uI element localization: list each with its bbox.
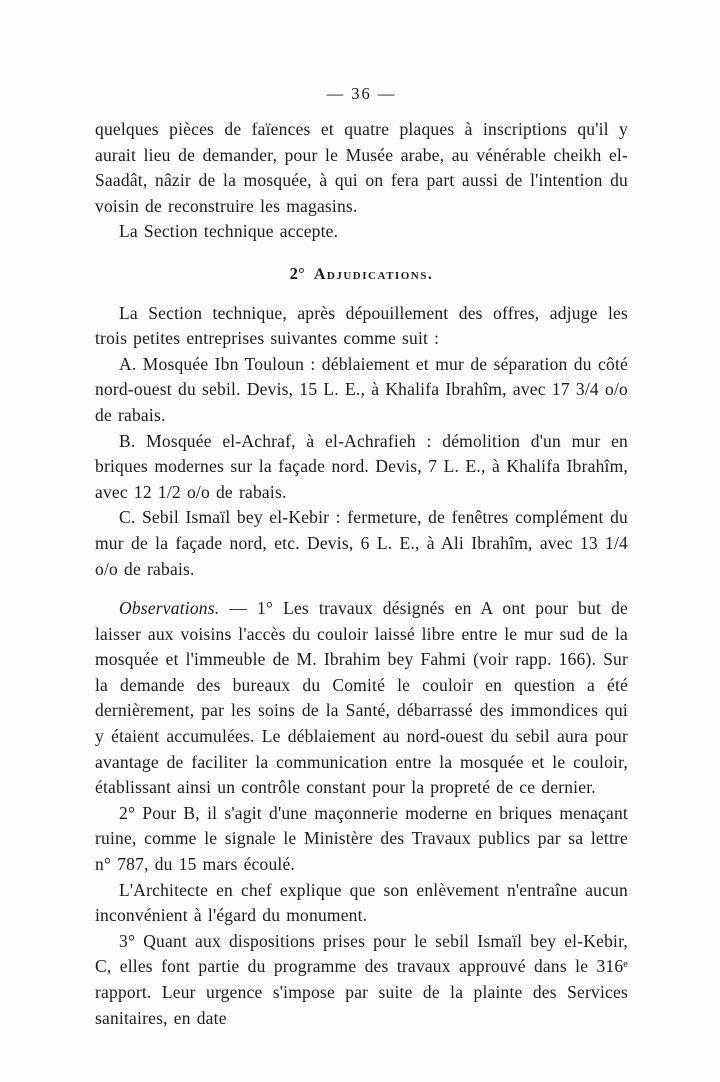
page-number: — 36 — bbox=[326, 84, 397, 103]
section-heading-title: Adjudications. bbox=[313, 265, 434, 283]
paragraph: 2° Pour B, il s'agit d'une maçonnerie moderne en briques menaçant ruine, comme le signale le Ministère des Travaux publics par sa lettre n° 787, du 15 mars écoulé. bbox=[95, 802, 628, 875]
paragraph: Observations. — 1° Les travaux désignés en A ont pour but de laisser aux voisins l'accès du couloir laissé libre entre le mur sud de la mosquée et l'immeuble de M. Ibrahim bey Fahmi (voir rapp. 166). Sur la demande des bureaux du Comité le couloir en question a été dernièrement, par les soins de la Santé, débarrassé des immondices qui y étaient accumulées. Le déblaiement au nord-ouest du sebil aura pour avantage de faciliter la communication entre la mosquée et le couloir, établissant ainsi un contrôle constant pour la propreté de ce dernier. bbox=[95, 598, 628, 798]
section-heading-numeral: 2° bbox=[289, 263, 305, 283]
paragraph: La Section technique, après dépouillement des offres, adjuge les trois petites entreprises suivantes comme suit : bbox=[95, 302, 628, 349]
paragraph: A. Mosquée Ibn Touloun : déblaiement et mur de séparation du côté nord-ouest du sebil. Devis, 15 L. E., à Khalifa Ibrahîm, avec 17 3/4 o/o de rabais. bbox=[95, 353, 628, 425]
paragraph: L'Architecte en chef explique que son enlèvement n'entraîne aucun inconvénient à l'égard du monument. bbox=[95, 879, 628, 926]
paragraph: La Section technique accepte. bbox=[119, 221, 339, 242]
paragraph: C. Sebil Ismaïl bey el-Kebir : fermeture, de fenêtres complément du mur de la façade nord, etc. Devis, 6 L. E., à Ali Ibrahîm, avec 13 1/4 o/o de rabais. bbox=[95, 507, 628, 579]
paragraph: quelques pièces de faïences et quatre plaques à inscriptions qu'il y aurait lieu de demander, pour le Musée arabe, au vénérable cheikh el-Saadât, nâzir de la mosquée, à qui on fera part aussi de l'intention du voisin de reconstruire les magasins. bbox=[95, 119, 628, 216]
section-heading bbox=[95, 261, 628, 288]
paragraph: 3° Quant aux dispositions prises pour le sebil Ismaïl bey el-Kebir, C, elles font partie du programme des travaux approuvé dans le 316ᵉ rapport. Leur urgence s'impose par suite de la plainte des Services sanitaires, en date bbox=[95, 930, 628, 1028]
paragraph-lead: Observations. bbox=[119, 598, 220, 619]
paragraph: B. Mosquée el-Achraf, à el-Achrafieh : démolition d'un mur en briques modernes sur la façade nord. Devis, 7 L. E., à Khalifa Ibrahîm, avec 12 1/2 o/o de rabais. bbox=[95, 430, 628, 502]
text-block bbox=[95, 117, 628, 1031]
